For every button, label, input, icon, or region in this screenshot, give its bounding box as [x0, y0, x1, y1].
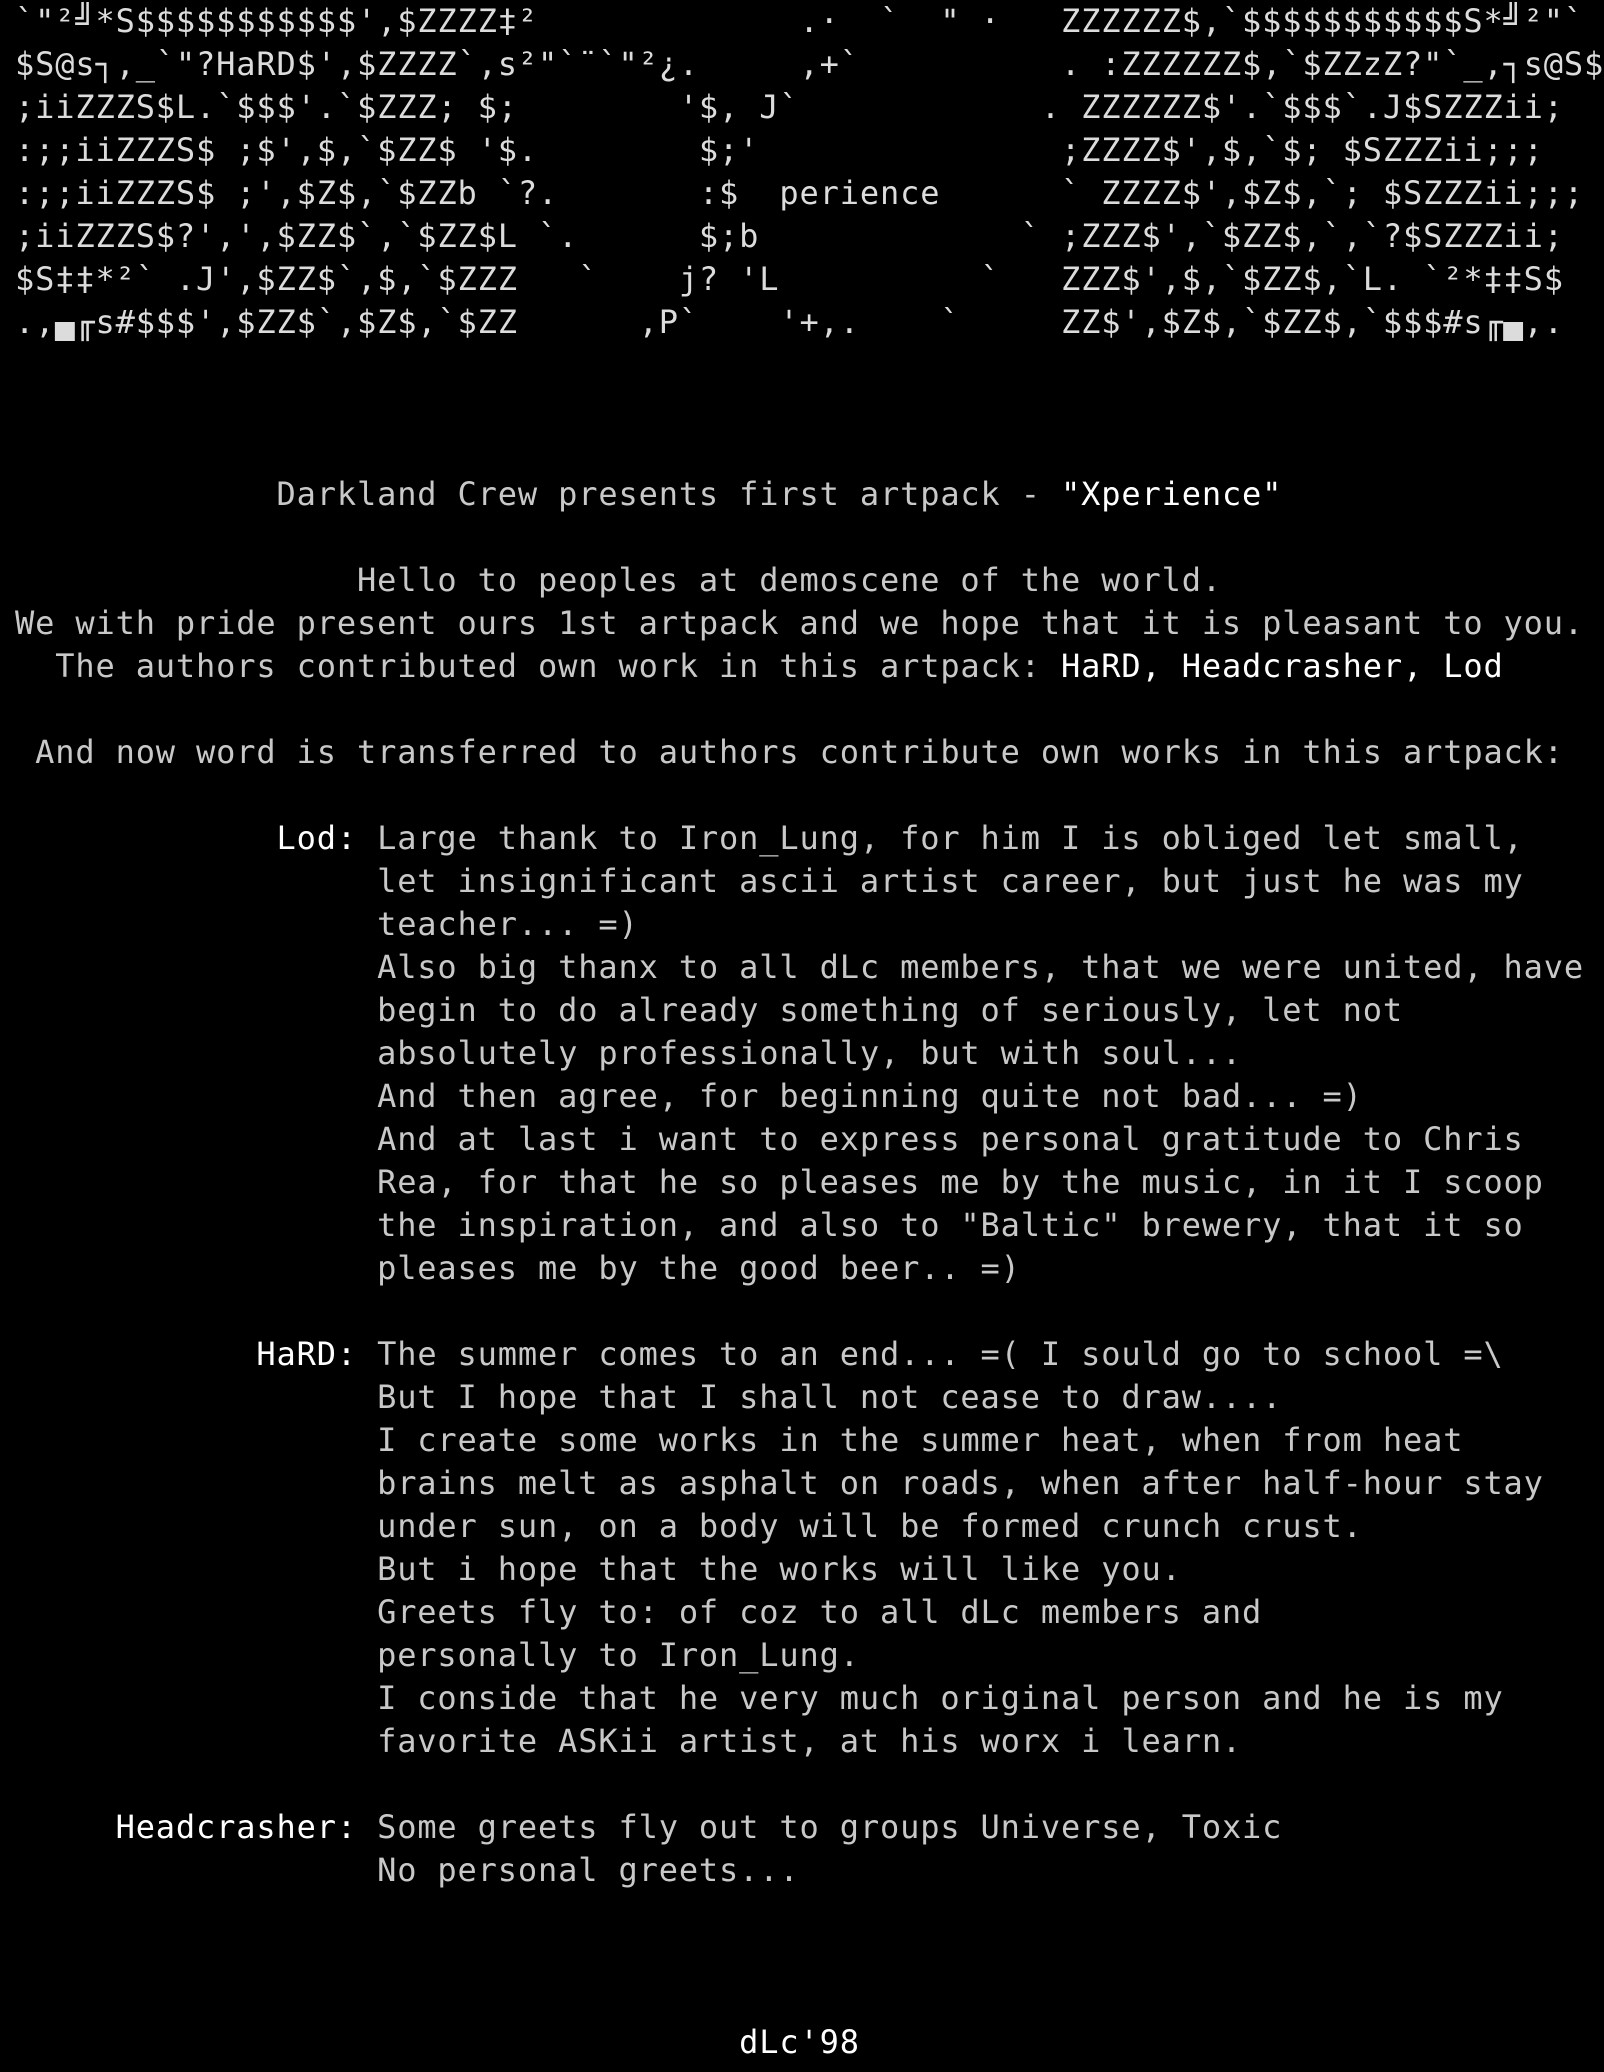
hard-text-line: But i hope that the works will like you. [15, 1550, 1182, 1588]
author-label-headcrasher: Headcrasher: [15, 1808, 357, 1846]
lod-text-line: Also big thanx to all dLc members, that we were united, have [15, 948, 1585, 986]
lod-text-line: And at last i want to express personal gratitude to Chris [15, 1120, 1524, 1158]
hard-text-line: favorite ASKii artist, at his worx i learn. [15, 1722, 1243, 1760]
lod-text-line: teacher... =) [15, 905, 639, 943]
author-label-hard: HaRD: [15, 1335, 357, 1373]
hard-text-line: brains melt as asphalt on roads, when after half-hour stay [15, 1464, 1544, 1502]
hard-text-line: I conside that he very much original person and he is my [15, 1679, 1504, 1717]
lod-text: Large thank to Iron_Lung, for him I is obliged let small, [356, 819, 1524, 857]
footer-signature: dLc'98 [15, 2023, 860, 2061]
ascii-art-line: $S@s┐,_`"?HaRD$',$ZZZZ`,s²"`¨`"²¿. ,+` . :ZZZZZZ$,`$ZZzZ?"`_,┐s@S$ [15, 45, 1604, 83]
headcrasher-text: Some greets fly out to groups Universe, Toxic [356, 1808, 1283, 1846]
intro-line: Hello to peoples at demoscene of the world. [15, 561, 1222, 599]
ascii-art-line: $S‡‡*²` .J',$ZZ$`,$,`$ZZZ ` j? 'L ` ZZZ$',$,`$ZZ$,`L. `²*‡‡S$ [15, 260, 1564, 298]
lod-first-line [15, 817, 1524, 860]
lod-text-line: begin to do already something of seriously, let not [15, 991, 1403, 1029]
lod-text-line: absolutely professionally, but with soul... [15, 1034, 1243, 1072]
ascii-art-line: ;iiZZZS$?',',$ZZ$`,`$ZZ$L `. $;b ` ;ZZZ$',`$ZZ$,`,`?$SZZZii; [15, 217, 1564, 255]
hard-text-line: But I hope that I shall not cease to draw.... [15, 1378, 1283, 1416]
intro-line: We with pride present ours 1st artpack and we hope that it is pleasant to you. [15, 604, 1585, 642]
authors-line [15, 645, 1504, 688]
hard-text-line: Greets fly to: of coz to all dLc members and [15, 1593, 1263, 1631]
hard-first-line [15, 1333, 1504, 1376]
hard-text-line: under sun, on a body will be formed crunch crust. [15, 1507, 1363, 1545]
ascii-art-line: :;;iiZZZS$ ;',$Z$,`$ZZb `?. :$ perience ` ZZZZ$',$Z$,`; $SZZZii;;; [15, 174, 1585, 212]
hard-text: The summer comes to an end... =( I sould go to school =\ [356, 1335, 1504, 1373]
title-prefix: Darkland Crew presents first artpack - [15, 475, 1062, 513]
lod-text-line: And then agree, for beginning quite not bad... =) [15, 1077, 1363, 1115]
ascii-art-line: `"²╝*S$$$$$$$$$$$',$ZZZZ‡² .· ` " · ZZZZZZ$,`$$$$$$$$$$$S*╝²"` [15, 2, 1585, 40]
authors-names: HaRD, Headcrasher, Lod [1061, 647, 1504, 685]
headcrasher-first-line [15, 1806, 1282, 1849]
headcrasher-text-line: No personal greets... [15, 1851, 800, 1889]
lod-text-line: let insignificant ascii artist career, but just he was my [15, 862, 1524, 900]
ascii-art-line: :;;iiZZZS$ ;$',$,`$ZZ$ '$. $;' ;ZZZZ$',$,`$; $SZZZii;;; [15, 131, 1544, 169]
lod-text-line: pleases me by the good beer.. =) [15, 1249, 1021, 1287]
ascii-art-line: ;iiZZZS$L.`$$$'.`$ZZZ; $; '$, J` . ZZZZZZ$'.`$$$`.J$SZZZii; [15, 88, 1564, 126]
title-line [15, 473, 1282, 516]
author-label-lod: Lod: [15, 819, 357, 857]
hard-text-line: personally to Iron_Lung. [15, 1636, 860, 1674]
lod-text-line: Rea, for that he so pleases me by the music, in it I scoop [15, 1163, 1544, 1201]
transfer-line: And now word is transferred to authors contribute own works in this artpack: [15, 733, 1564, 771]
authors-prefix: The authors contributed own work in this artpack: [15, 647, 1062, 685]
hard-text-line: I create some works in the summer heat, when from heat [15, 1421, 1464, 1459]
ascii-art-line: .,▄╓s#$$$',$ZZ$`,$Z$,`$ZZ ,P` '+,. ` ZZ$',$Z$,`$ZZ$,`$$$#s╓▄,. [15, 303, 1564, 341]
lod-text-line: the inspiration, and also to "Baltic" brewery, that it so [15, 1206, 1524, 1244]
artpack-name: "Xperience" [1061, 475, 1283, 513]
